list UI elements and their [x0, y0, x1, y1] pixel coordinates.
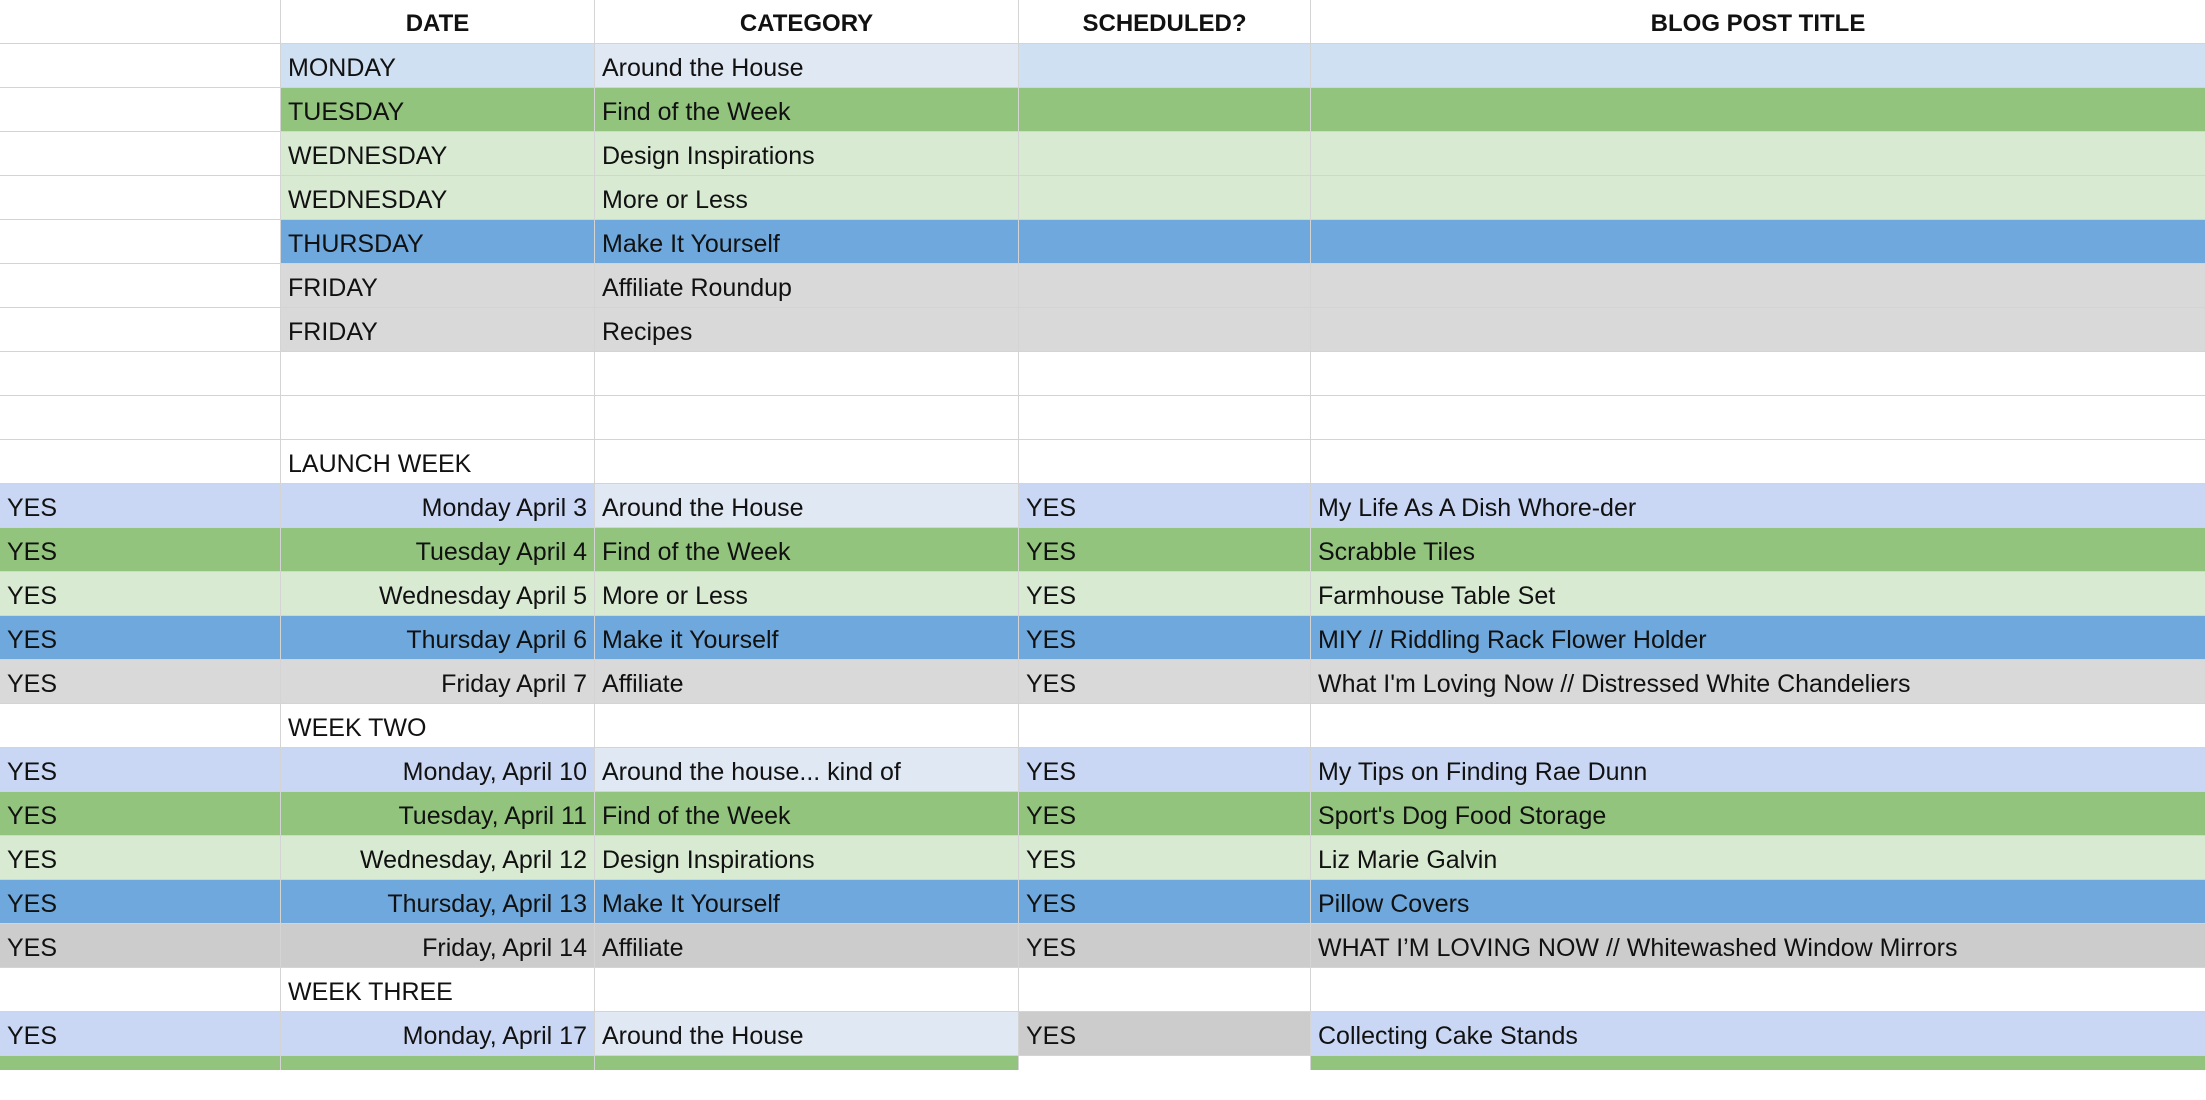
cell-scheduled[interactable] — [1019, 132, 1311, 176]
cell-category[interactable]: Around the House — [595, 1012, 1019, 1056]
cell-date[interactable]: FRIDAY — [281, 264, 595, 308]
cell-scheduled[interactable] — [1019, 220, 1311, 264]
cell-scheduled[interactable] — [1019, 1056, 1311, 1070]
cell-title[interactable] — [1311, 308, 2206, 352]
cell-scheduled[interactable] — [1019, 704, 1311, 748]
cell-category[interactable]: Around the House — [595, 44, 1019, 88]
cell-title[interactable]: My Tips on Finding Rae Dunn — [1311, 748, 2206, 792]
cell-scheduled[interactable] — [1019, 396, 1311, 440]
cell-title[interactable] — [1311, 1056, 2206, 1070]
cell-date[interactable]: Wednesday April 5 — [281, 572, 595, 616]
cell-scheduled[interactable]: YES — [1019, 924, 1311, 968]
cell-flag[interactable] — [0, 44, 281, 88]
cell-scheduled[interactable]: YES — [1019, 792, 1311, 836]
header-scheduled[interactable]: SCHEDULED? — [1019, 0, 1311, 44]
cell-flag[interactable]: YES — [0, 1012, 281, 1056]
cell-scheduled[interactable]: YES — [1019, 880, 1311, 924]
cell-category[interactable]: Affiliate Roundup — [595, 264, 1019, 308]
cell-scheduled[interactable]: YES — [1019, 748, 1311, 792]
cell-date[interactable]: LAUNCH WEEK — [281, 440, 595, 484]
cell-scheduled[interactable] — [1019, 308, 1311, 352]
cell-title[interactable]: What I'm Loving Now // Distressed White Chandeliers — [1311, 660, 2206, 704]
cell-flag[interactable] — [0, 704, 281, 748]
cell-flag[interactable]: YES — [0, 572, 281, 616]
cell-scheduled[interactable] — [1019, 440, 1311, 484]
cell-category[interactable]: Design Inspirations — [595, 836, 1019, 880]
cell-date[interactable]: Friday April 7 — [281, 660, 595, 704]
cell-date[interactable]: WEEK TWO — [281, 704, 595, 748]
cell-date[interactable]: Thursday, April 13 — [281, 880, 595, 924]
header-flag[interactable] — [0, 0, 281, 44]
cell-date[interactable]: Friday, April 14 — [281, 924, 595, 968]
cell-scheduled[interactable]: YES — [1019, 484, 1311, 528]
cell-category[interactable] — [595, 440, 1019, 484]
header-date[interactable]: DATE — [281, 0, 595, 44]
cell-title[interactable] — [1311, 264, 2206, 308]
cell-title[interactable]: Sport's Dog Food Storage — [1311, 792, 2206, 836]
cell-date[interactable]: Monday, April 17 — [281, 1012, 595, 1056]
cell-flag[interactable] — [0, 396, 281, 440]
cell-title[interactable]: My Life As A Dish Whore-der — [1311, 484, 2206, 528]
cell-flag[interactable] — [0, 88, 281, 132]
cell-category[interactable]: Make It Yourself — [595, 220, 1019, 264]
header-title[interactable]: BLOG POST TITLE — [1311, 0, 2206, 44]
cell-flag[interactable]: YES — [0, 484, 281, 528]
cell-flag[interactable]: YES — [0, 748, 281, 792]
cell-category[interactable] — [595, 352, 1019, 396]
cell-flag[interactable] — [0, 176, 281, 220]
cell-title[interactable]: Collecting Cake Stands — [1311, 1012, 2206, 1056]
cell-title[interactable] — [1311, 88, 2206, 132]
cell-category[interactable] — [595, 968, 1019, 1012]
cell-title[interactable] — [1311, 44, 2206, 88]
cell-scheduled[interactable] — [1019, 44, 1311, 88]
cell-scheduled[interactable]: YES — [1019, 528, 1311, 572]
cell-scheduled[interactable]: YES — [1019, 836, 1311, 880]
cell-date[interactable]: TUESDAY — [281, 88, 595, 132]
cell-flag[interactable]: YES — [0, 836, 281, 880]
cell-scheduled[interactable] — [1019, 264, 1311, 308]
cell-scheduled[interactable] — [1019, 352, 1311, 396]
cell-flag[interactable]: YES — [0, 792, 281, 836]
cell-flag[interactable]: YES — [0, 880, 281, 924]
cell-flag[interactable] — [0, 1056, 281, 1070]
cell-flag[interactable]: YES — [0, 616, 281, 660]
cell-title[interactable] — [1311, 440, 2206, 484]
cell-category[interactable]: Affiliate — [595, 660, 1019, 704]
cell-scheduled[interactable]: YES — [1019, 616, 1311, 660]
cell-flag[interactable]: YES — [0, 924, 281, 968]
cell-flag[interactable] — [0, 132, 281, 176]
cell-flag[interactable] — [0, 264, 281, 308]
cell-date[interactable] — [281, 352, 595, 396]
cell-date[interactable]: WEEK THREE — [281, 968, 595, 1012]
cell-date[interactable]: WEDNESDAY — [281, 176, 595, 220]
cell-date[interactable]: Tuesday, April 11 — [281, 792, 595, 836]
cell-date[interactable]: Thursday April 6 — [281, 616, 595, 660]
cell-title[interactable] — [1311, 132, 2206, 176]
cell-date[interactable]: Wednesday, April 12 — [281, 836, 595, 880]
cell-title[interactable] — [1311, 220, 2206, 264]
cell-date[interactable]: WEDNESDAY — [281, 132, 595, 176]
cell-flag[interactable] — [0, 968, 281, 1012]
cell-date[interactable]: Tuesday April 4 — [281, 528, 595, 572]
cell-flag[interactable] — [0, 308, 281, 352]
cell-flag[interactable]: YES — [0, 660, 281, 704]
cell-title[interactable]: Liz Marie Galvin — [1311, 836, 2206, 880]
cell-scheduled[interactable]: YES — [1019, 572, 1311, 616]
cell-category[interactable]: Make it Yourself — [595, 616, 1019, 660]
cell-date[interactable]: THURSDAY — [281, 220, 595, 264]
cell-category[interactable] — [595, 704, 1019, 748]
cell-title[interactable] — [1311, 396, 2206, 440]
cell-date[interactable]: MONDAY — [281, 44, 595, 88]
cell-date[interactable] — [281, 1056, 595, 1070]
cell-category[interactable]: Around the house... kind of — [595, 748, 1019, 792]
cell-scheduled[interactable] — [1019, 88, 1311, 132]
cell-category[interactable]: Design Inspirations — [595, 132, 1019, 176]
cell-category[interactable]: More or Less — [595, 572, 1019, 616]
cell-category[interactable]: More or Less — [595, 176, 1019, 220]
cell-category[interactable]: Make It Yourself — [595, 880, 1019, 924]
cell-category[interactable] — [595, 396, 1019, 440]
cell-title[interactable] — [1311, 176, 2206, 220]
cell-category[interactable]: Around the House — [595, 484, 1019, 528]
cell-category[interactable]: Affiliate — [595, 924, 1019, 968]
cell-scheduled[interactable]: YES — [1019, 1012, 1311, 1056]
cell-title[interactable]: Pillow Covers — [1311, 880, 2206, 924]
cell-flag[interactable] — [0, 220, 281, 264]
cell-category[interactable]: Recipes — [595, 308, 1019, 352]
cell-date[interactable]: Monday, April 10 — [281, 748, 595, 792]
header-category[interactable]: CATEGORY — [595, 0, 1019, 44]
cell-title[interactable] — [1311, 704, 2206, 748]
cell-flag[interactable] — [0, 440, 281, 484]
cell-category[interactable]: Find of the Week — [595, 792, 1019, 836]
cell-title[interactable] — [1311, 968, 2206, 1012]
cell-flag[interactable]: YES — [0, 528, 281, 572]
cell-date[interactable]: FRIDAY — [281, 308, 595, 352]
cell-title[interactable] — [1311, 352, 2206, 396]
cell-category[interactable]: Find of the Week — [595, 528, 1019, 572]
cell-title[interactable]: MIY // Riddling Rack Flower Holder — [1311, 616, 2206, 660]
cell-title[interactable]: Scrabble Tiles — [1311, 528, 2206, 572]
cell-scheduled[interactable] — [1019, 176, 1311, 220]
cell-category[interactable] — [595, 1056, 1019, 1070]
cell-title[interactable]: Farmhouse Table Set — [1311, 572, 2206, 616]
cell-title[interactable]: WHAT I’M LOVING NOW // Whitewashed Window Mirrors — [1311, 924, 2206, 968]
cell-date[interactable]: Monday April 3 — [281, 484, 595, 528]
cell-date[interactable] — [281, 396, 595, 440]
cell-category[interactable]: Find of the Week — [595, 88, 1019, 132]
cell-flag[interactable] — [0, 352, 281, 396]
cell-scheduled[interactable] — [1019, 968, 1311, 1012]
cell-scheduled[interactable]: YES — [1019, 660, 1311, 704]
